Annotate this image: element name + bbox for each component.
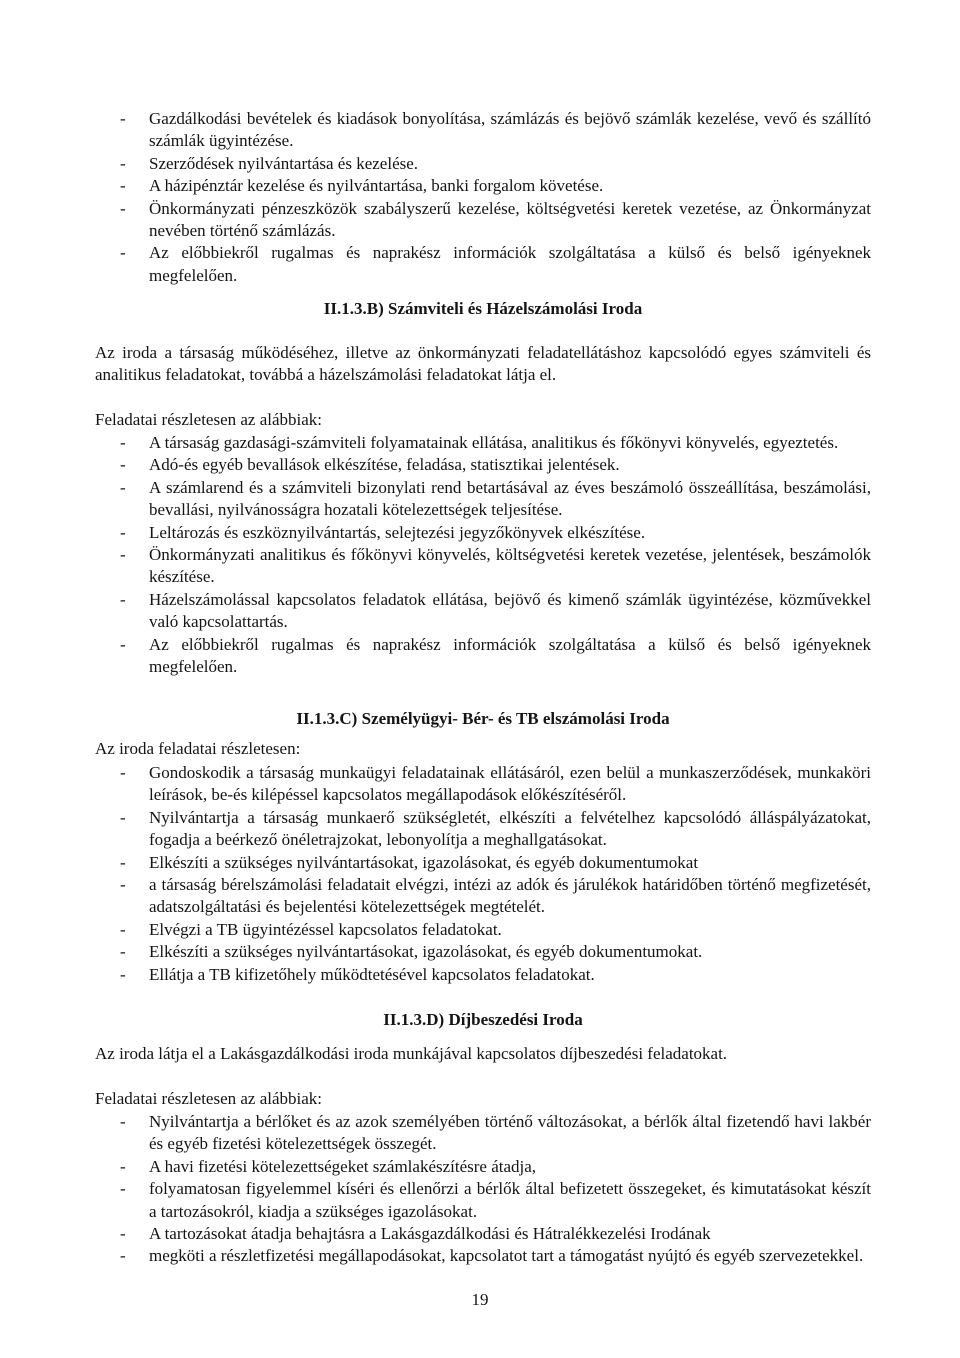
list-item: - Az előbbiekről rugalmas és naprakész információk szolgáltatása a külső és belső igényeknek megfelelően. — [95, 242, 871, 287]
list-item: - A tartozásokat átadja behajtásra a Lakásgazdálkodási és Hátralékkezelési Irodának — [95, 1223, 871, 1245]
section-b-lead: Feladatai részletesen az alábbiak: — [95, 410, 323, 429]
list-item: - Nyilvántartja a bérlőket és az azok személyében történő változásokat, a bérlők által fizetendő havi lakbér és egyéb fizetési kötelezettségek összegét. — [95, 1111, 871, 1156]
list-item: - a társaság bérelszámolási feladatait elvégzi, intézi az adók és járulékok határidőben történő megfizetését, adatszolgáltatási és bejelentési kötelezettségek megtételét. — [95, 874, 871, 919]
list-item: - Ellátja a TB kifizetőhely működtetésével kapcsolatos feladatokat. — [95, 964, 871, 986]
list-item: - A házipénztár kezelése és nyilvántartása, banki forgalom követése. — [95, 175, 871, 197]
list-gazdalkodasi — [95, 108, 871, 287]
list-item: - Elkészíti a szükséges nyilvántartásokat, igazolásokat, és egyéb dokumentumokat. — [95, 941, 871, 963]
list-item: - Nyilvántartja a társaság munkaerő szükségletét, elkészíti a felvételhez kapcsolódó álláspályázatokat, fogadja a beérkező önéletrajzokat, lebonyolítja a meghallgatásokat. — [95, 807, 871, 852]
list-item: - Az előbbiekről rugalmas és naprakész információk szolgáltatása a külső és belső igényeknek megfelelően. — [95, 634, 871, 679]
list-item: - Önkormányzati analitikus és főkönyvi könyvelés, költségvetési keretek vezetése, jelentések, beszámolók készítése. — [95, 544, 871, 589]
list-item: - Szerződések nyilvántartása és kezelése. — [95, 153, 871, 175]
list-item: - Gondoskodik a társaság munkaügyi feladatainak ellátásáról, ezen belül a munkaszerződések, munkaköri leírások, be-és kilépéssel kapcsolatos megállapodások előkészítéséről. — [95, 762, 871, 807]
list-item: - folyamatosan figyelemmel kíséri és ellenőrzi a bérlők által befizetett összegeket, és kimutatásokat készít a tartozásokról, kiadja a szükséges igazolásokat. — [95, 1178, 871, 1223]
list-item: - A számlarend és a számviteli bizonylati rend betartásával az éves beszámoló összeállítása, beszámolási, bevallási, nyilvánosságra hozatali kötelezettségek teljesítése. — [95, 477, 871, 522]
section-c-lead: Az iroda feladatai részletesen: — [95, 739, 301, 758]
list-section-b — [95, 432, 871, 678]
list-item: - Gazdálkodási bevételek és kiadások bonyolítása, számlázás és bejövő számlák kezelése, vevő és szállító számlák ügyintézése. — [95, 108, 871, 153]
section-b-intro: Az iroda a társaság működéséhez, illetve az önkormányzati feladatellátáshoz kapcsolódó egyes számviteli és analitikus feladatokat, továbbá a házelszámolási feladatokat látja el. — [95, 343, 871, 385]
list-item: - A havi fizetési kötelezettségeket számlakészítésre átadja, — [95, 1156, 871, 1178]
section-b-heading: II.1.3.B) Számviteli és Házelszámolási Iroda — [323, 299, 643, 318]
page-number: 19 — [471, 1290, 489, 1309]
section-c-heading: II.1.3.C) Személyügyi- Bér- és TB elszámolási Iroda — [296, 709, 670, 728]
list-item: - megköti a részletfizetési megállapodásokat, kapcsolatot tart a támogatást nyújtó és egyéb szervezetekkel. — [95, 1245, 871, 1267]
list-section-c — [95, 762, 871, 986]
section-d-intro: Az iroda látja el a Lakásgazdálkodási iroda munkájával kapcsolatos díjbeszedési feladatokat. — [95, 1044, 728, 1063]
list-item: - Házelszámolással kapcsolatos feladatok ellátása, bejövő és kimenő számlák ügyintézése, közművekkel való kapcsolattartás. — [95, 589, 871, 634]
list-section-d — [95, 1111, 871, 1268]
section-d-lead: Feladatai részletesen az alábbiak: — [95, 1089, 323, 1108]
list-item: - Leltározás és eszköznyilvántartás, selejtezési jegyzőkönyvek elkészítése. — [95, 522, 871, 544]
list-item: - Elvégzi a TB ügyintézéssel kapcsolatos feladatokat. — [95, 919, 871, 941]
list-item: - A társaság gazdasági-számviteli folyamatainak ellátása, analitikus és főkönyvi könyvelés, egyeztetés. — [95, 432, 871, 454]
list-item: - Elkészíti a szükséges nyilvántartásokat, igazolásokat, és egyéb dokumentumokat — [95, 852, 871, 874]
list-item: - Adó-és egyéb bevallások elkészítése, feladása, statisztikai jelentések. — [95, 454, 871, 476]
list-item: - Önkormányzati pénzeszközök szabályszerű kezelése, költségvetési keretek vezetése, az Önkormányzat nevében történő számlázás. — [95, 198, 871, 243]
section-d-heading: II.1.3.D) Díjbeszedési Iroda — [383, 1010, 583, 1029]
